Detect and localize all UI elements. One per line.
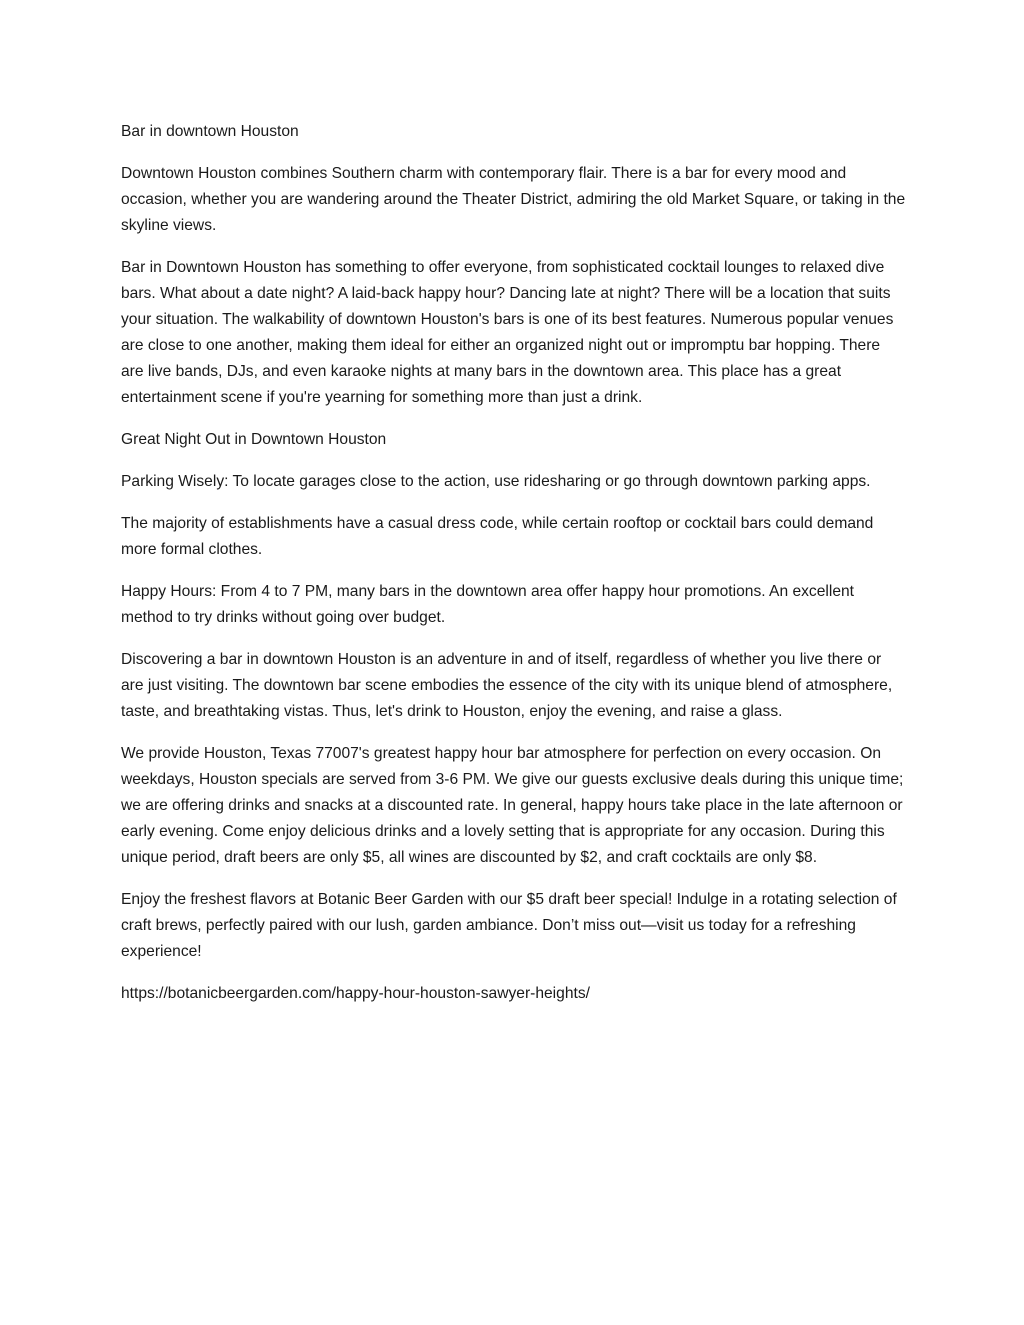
source-url[interactable]: https://botanicbeergarden.com/happy-hour-houston-sawyer-heights/ — [121, 985, 590, 1002]
intro-paragraph: Downtown Houston combines Southern charm with contemporary flair. There is a bar for every mood and occasion, whether you are wandering around the Theater District, admiring the old Market Square, or taking in the skyline views. — [121, 165, 906, 234]
closing-paragraph: Discovering a bar in downtown Houston is an adventure in and of itself, regardless of whether you live there or are just visiting. The downtown bar scene embodies the essence of the city with its unique blend of atmosphere, taste, and breathtaking vistas. Thus, let's drink to Houston, enjoy the evening, and raise a glass. — [121, 651, 893, 720]
tip-parking-paragraph: Parking Wisely: To locate garages close to the action, use ridesharing or go through downtown parking apps. — [121, 473, 871, 490]
section-subheading: Great Night Out in Downtown Houston — [121, 431, 387, 448]
document-body — [121, 119, 906, 1023]
tip-happy-hours-paragraph: Happy Hours: From 4 to 7 PM, many bars in the downtown area offer happy hour promotions. An excellent method to try drinks without going over budget. — [121, 583, 854, 626]
document-title: Bar in downtown Houston — [121, 123, 299, 140]
bar-overview-paragraph: Bar in Downtown Houston has something to offer everyone, from sophisticated cocktail lounges to relaxed dive bars. What about a date night? A laid-back happy hour? Dancing late at night? There will be a location that suits your situation. The walkability of downtown Houston's bars is one of its best features. Numerous popular venues are close to one another, making them ideal for either an organized night out or impromptu bar hopping. There are live bands, DJs, and even karaoke nights at many bars in the downtown area. This place has a great entertainment scene if you're yearning for something more than just a drink. — [121, 259, 894, 406]
happy-hour-offer-paragraph: We provide Houston, Texas 77007's greatest happy hour bar atmosphere for perfection on every occasion. On weekdays, Houston specials are served from 3-6 PM. We give our guests exclusive deals during this unique time; we are offering drinks and snacks at a discounted rate. In general, happy hours take place in the late afternoon or early evening. Come enjoy delicious drinks and a lovely setting that is appropriate for any occasion. During this unique period, draft beers are only $5, all wines are discounted by $2, and craft cocktails are only $8. — [121, 745, 904, 866]
tip-dress-code-paragraph: The majority of establishments have a casual dress code, while certain rooftop or cocktail bars could demand more formal clothes. — [121, 515, 874, 558]
beer-special-paragraph: Enjoy the freshest flavors at Botanic Beer Garden with our $5 draft beer special! Indulge in a rotating selection of craft brews, perfectly paired with our lush, garden ambiance. Don’t miss out—visit us today for a refreshing experience! — [121, 891, 897, 960]
